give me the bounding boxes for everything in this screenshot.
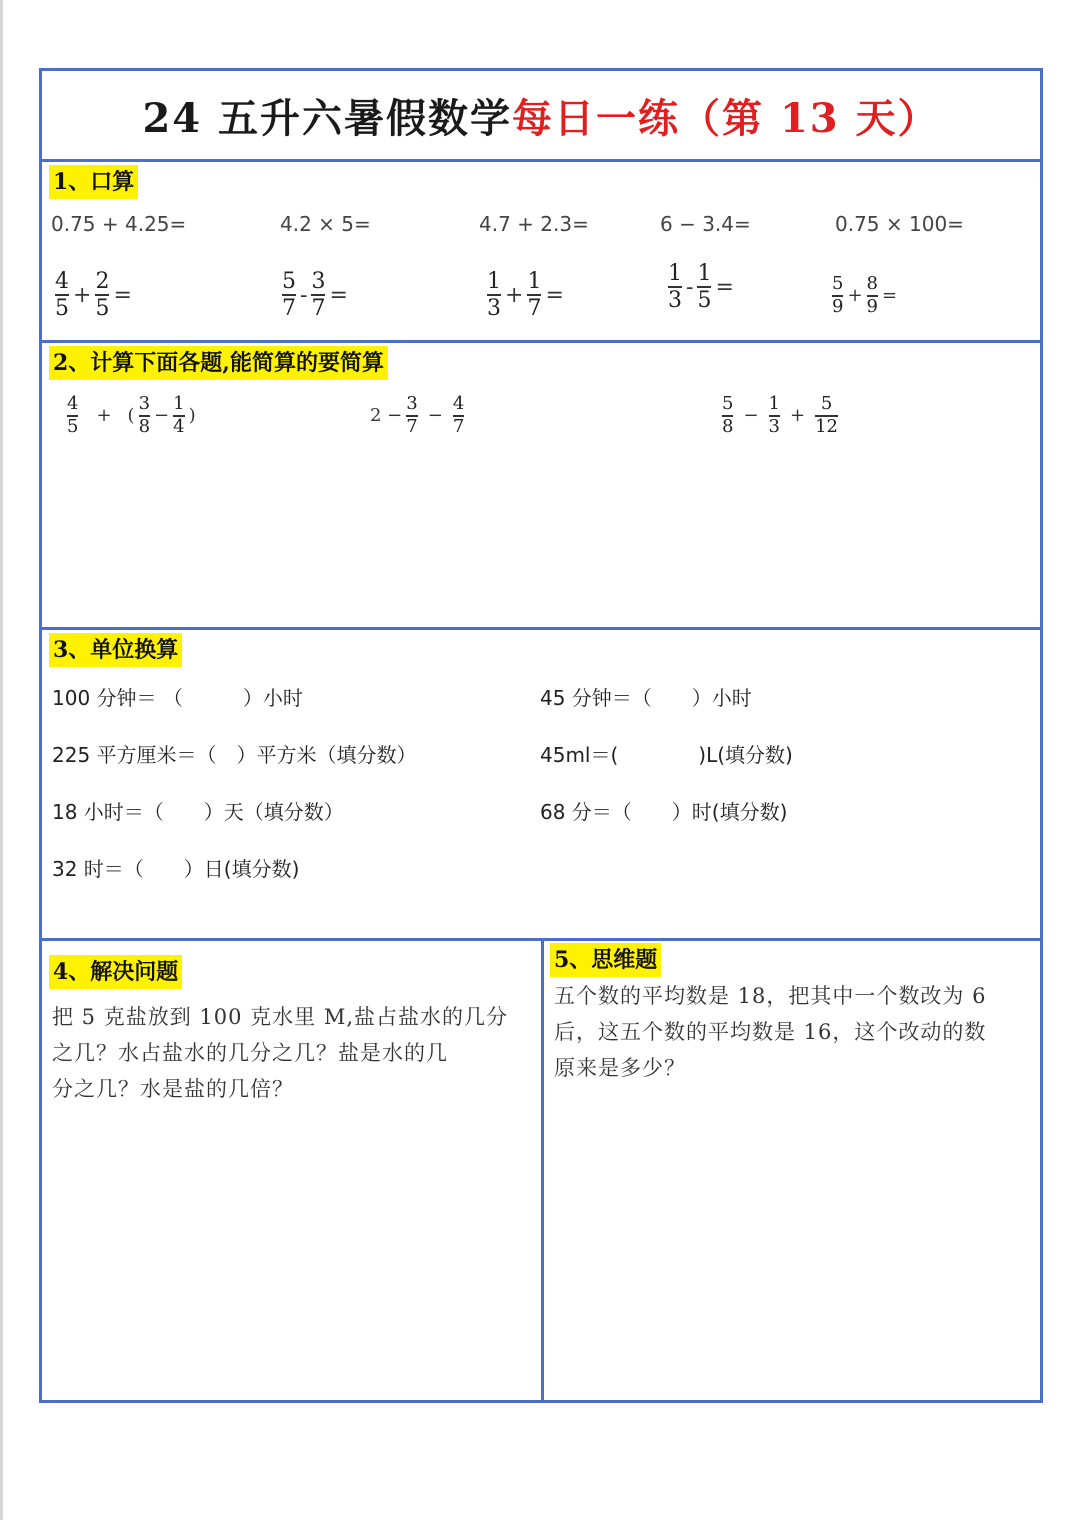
fraction: $\frac{3}{8}$ [138,393,151,437]
fraction: $\frac{1}{5}$ [697,261,712,314]
conversion-item: 225 平方厘米＝（ ）平方米（填分数） [52,743,417,767]
problem-line: 把 5 克盐放到 100 克水里 M,盐占盐水的几分 [52,1005,508,1029]
problem-line: 后，这五个数的平均数是 16，这个改动的数 [554,1020,987,1044]
fraction: $\frac{4}{7}$ [452,393,465,437]
problem-line: 五个数的平均数是 18，把其中一个数改为 6 [554,984,987,1008]
fraction: $\frac{1}{3}$ [487,269,501,322]
fraction-problem: $\frac{1}{3}$ - $\frac{1}{5}$ = [668,261,734,314]
fraction: $\frac{4}{5}$ [67,393,79,437]
section-heading: 2、计算下面各题,能简算的要简算 [49,346,388,380]
conversion-item: 45 分钟＝（ ）小时 [540,686,752,710]
problem-line: 原来是多少？ [554,1056,686,1080]
fraction: $\frac{1}{7}$ [527,269,542,322]
fraction-problem: $\frac{5}{7}$ - $\frac{3}{7}$ = [282,269,348,322]
oral-problem: 0.75 + 4.25= [51,212,187,236]
calc-problem: $\frac{5}{8}$ − $\frac{1}{3}$ + $\frac{5}{12}$ [722,393,838,437]
oral-problem: 6 − 3.4= [660,212,751,236]
worksheet [39,68,1043,1403]
fraction: $\frac{1}{4}$ [173,393,185,437]
fraction: $\frac{8}{9}$ [866,273,878,317]
fraction: $\frac{5}{9}$ [832,273,844,317]
page-title [42,71,1040,159]
fraction-problem: $\frac{1}{3}$ + $\frac{1}{7}$ = [487,269,564,322]
fraction: $\frac{5}{7}$ [282,269,296,322]
oral-problem: 4.7 + 2.3= [479,212,589,236]
section-heading: 4、解决问题 [49,955,182,989]
fraction: $\frac{1}{3}$ [668,261,682,314]
fraction: $\frac{1}{3}$ [768,393,780,437]
fraction: $\frac{3}{7}$ [406,393,418,437]
oral-problem: 0.75 × 100= [835,212,964,236]
fraction: $\frac{5}{8}$ [722,393,734,437]
fraction: $\frac{4}{5}$ [55,269,69,322]
word-problem [52,999,534,1107]
section-heading: 3、单位换算 [49,633,182,667]
conversion-item: 100 分钟＝ （ ）小时 [52,686,303,710]
calc-problem: 2 − $\frac{3}{7}$ − $\frac{4}{7}$ [370,393,465,437]
divider [42,340,1040,343]
problem-line: 之几？水占盐水的几分之几？盐是水的几 [52,1041,448,1065]
title-highlight: 每日一练（第 13 天） [512,94,940,142]
section-heading: 1、口算 [49,165,138,199]
problem-line: 分之几？水是盐的几倍？ [52,1077,294,1101]
conversion-item: 18 小时＝（ ）天（填分数） [52,800,344,824]
fraction: $\frac{5}{12}$ [815,393,838,437]
divider [42,159,1040,162]
section-heading: 5、思维题 [550,943,661,977]
divider [42,627,1040,630]
oral-problem: 4.2 × 5= [280,212,371,236]
conversion-item: 32 时＝（ ）日(填分数) [52,857,300,881]
fraction-problem: $\frac{5}{9}$ + $\frac{8}{9}$ = [832,273,898,317]
title-main: 24 五升六暑假数学 [142,94,513,142]
thinking-problem [554,978,1036,1086]
fraction: $\frac{2}{5}$ [95,269,110,322]
conversion-item: 68 分＝（ ）时(填分数) [540,800,788,824]
calc-problem: $\frac{4}{5}$ + ( $\frac{3}{8}$ − $\frac{1}{4}$ ) [67,393,196,437]
conversion-item: 45ml＝( )L(填分数) [540,743,793,767]
fraction-problem: $\frac{4}{5}$ + $\frac{2}{5}$ = [55,269,132,322]
column-divider [541,941,544,1400]
fraction: $\frac{3}{7}$ [311,269,326,322]
page-left-edge [0,0,3,1520]
